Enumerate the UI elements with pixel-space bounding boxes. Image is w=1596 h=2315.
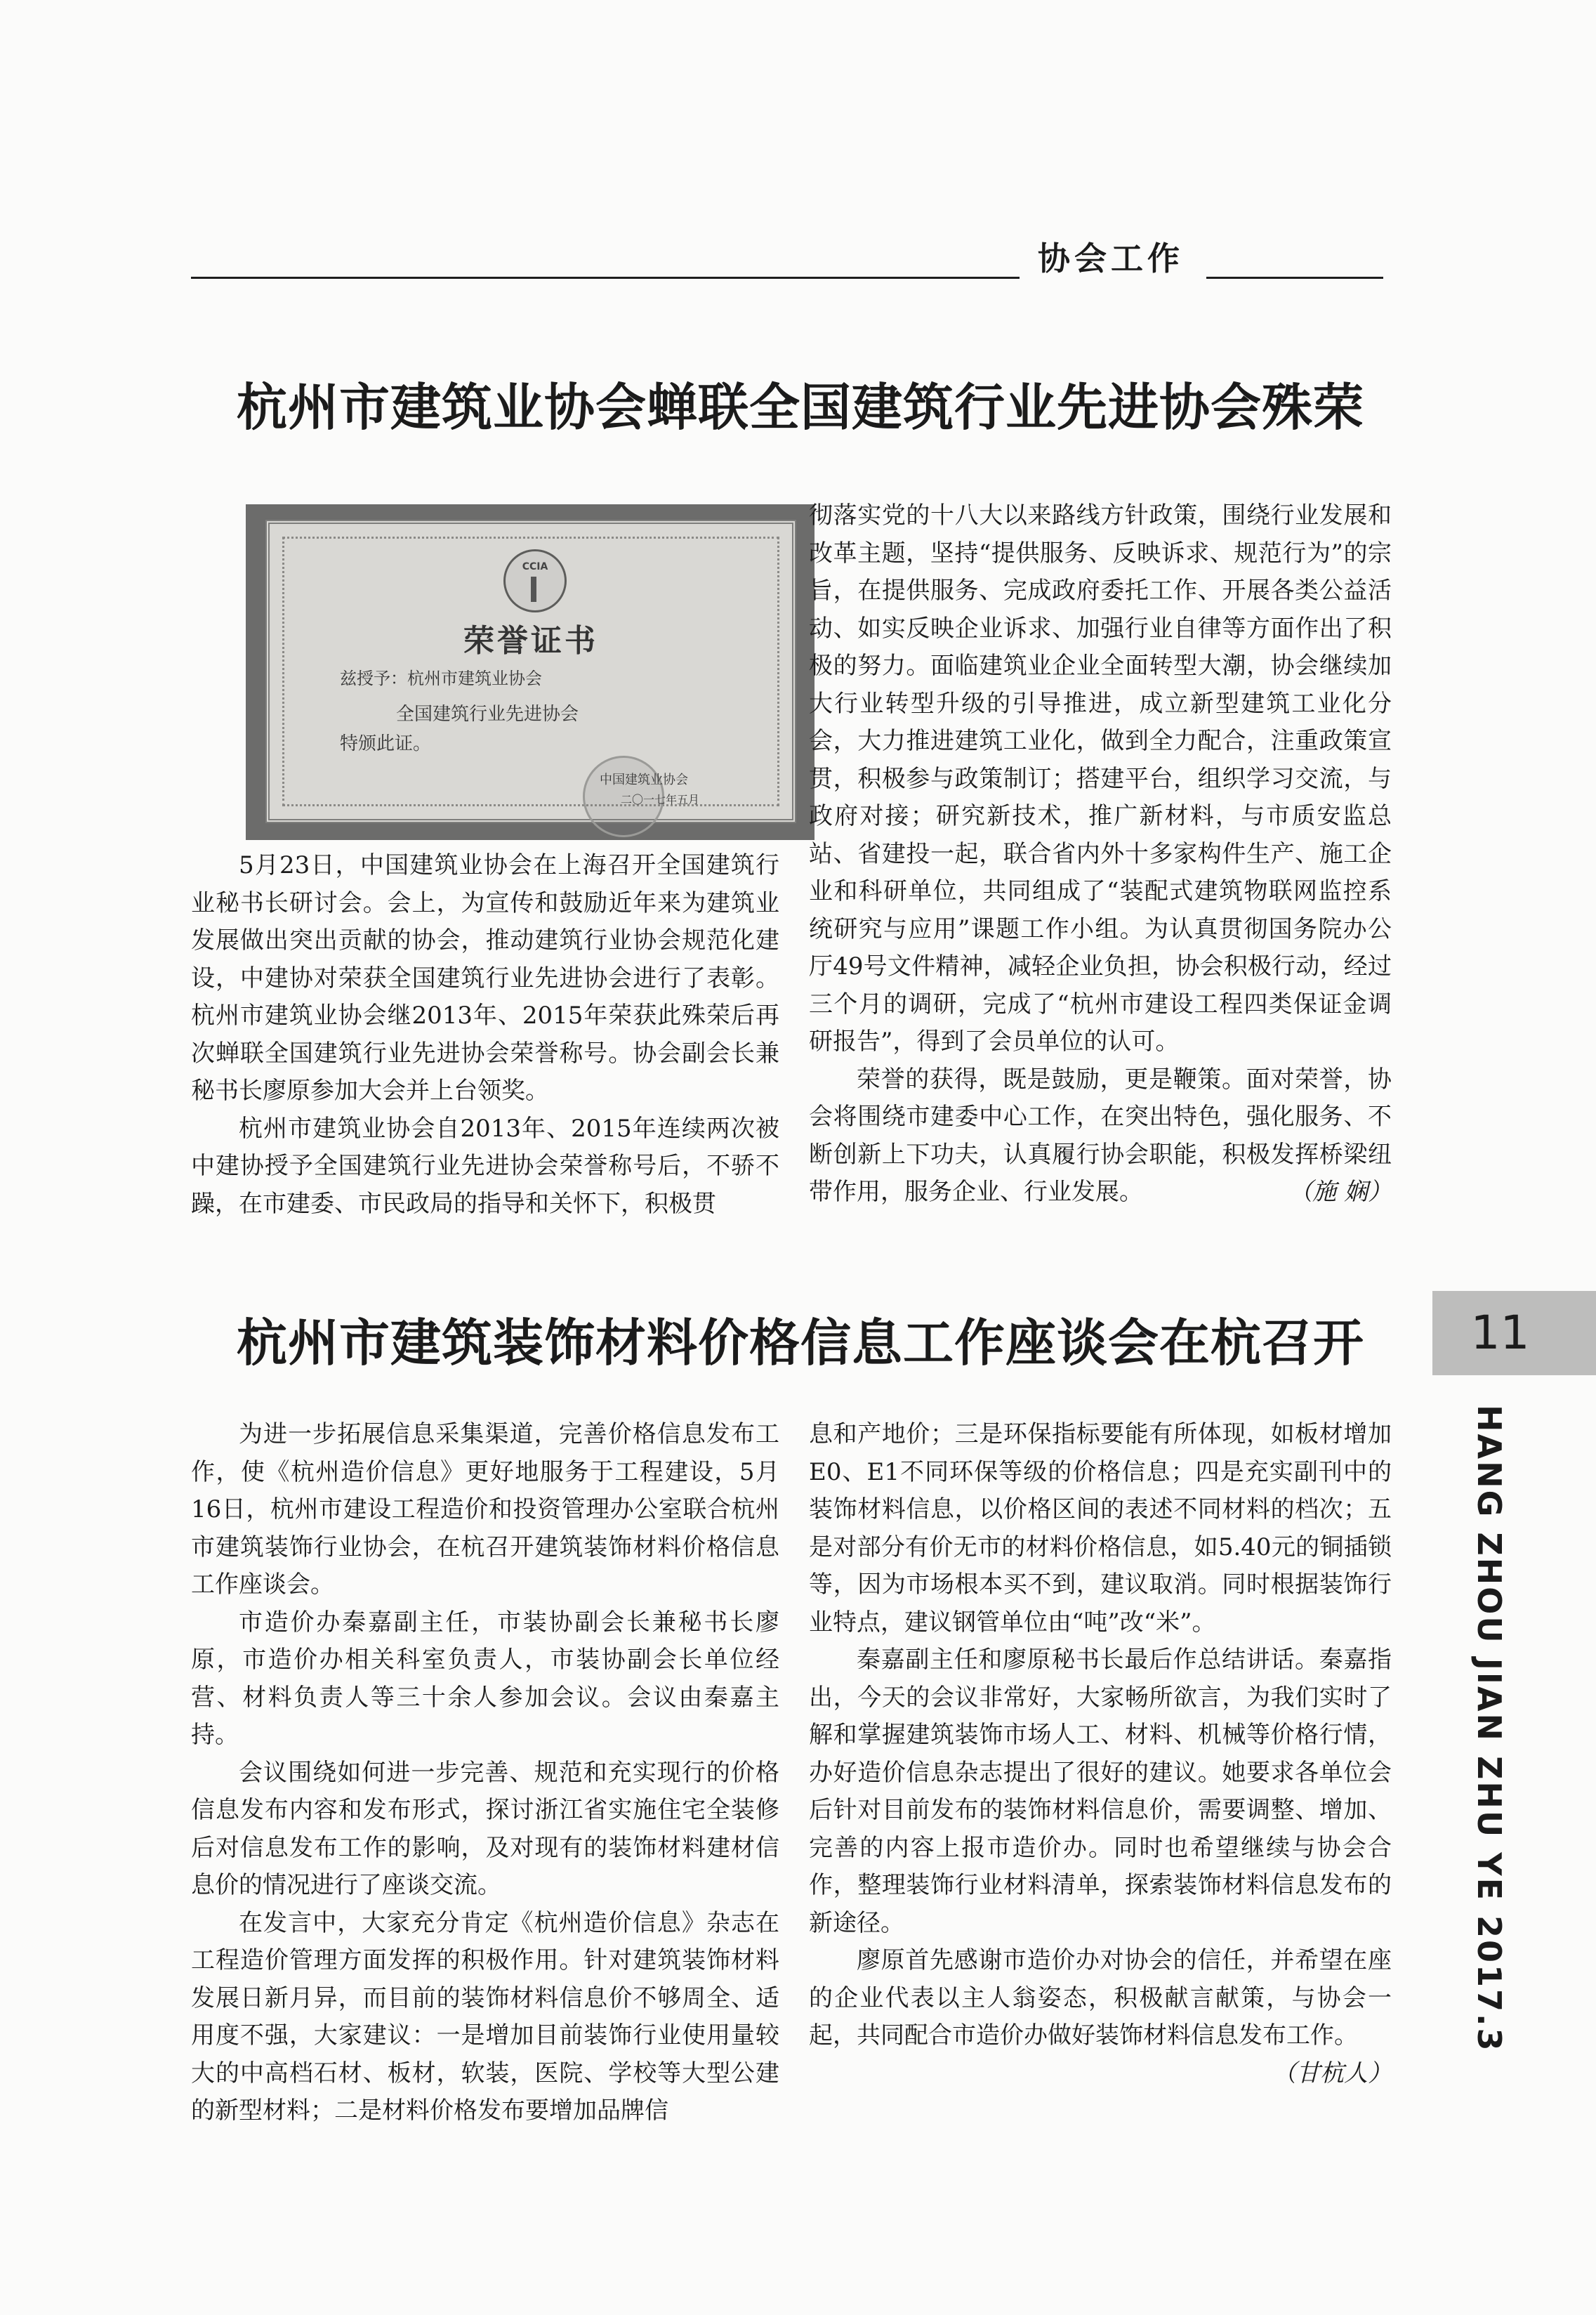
article1-right-column — [809, 497, 1392, 1212]
article2-paragraph — [809, 1942, 1392, 2087]
certificate-issuer: 中国建筑业协会 — [600, 773, 688, 787]
page-number: 11 — [1470, 1306, 1530, 1360]
certificate-frame — [265, 520, 796, 823]
certificate-line1: 兹授予：杭州市建筑业协会 — [340, 669, 542, 688]
certificate-line2: 全国建筑行业先进协会 — [396, 704, 579, 725]
article1-left-column — [191, 847, 779, 1223]
article2-left-column — [191, 1416, 779, 2130]
certificate-logo-text: CCIA — [522, 561, 548, 572]
article2-signature: （甘杭人） — [1272, 2059, 1392, 2087]
ccia-logo-icon — [503, 549, 567, 612]
article2-paragraph: 息和产地价；三是环保指标要能有所体现，如板材增加E0、E1不同环保等级的价格信息；四是充实副刊中的装饰材料信息，以价格区间的表述不同材料的档次；五是对部分有价无市的材料价格信息，如5.40元的铜插锁等，因为市场根本买不到，建议取消。同时根据装饰行业特点，建议钢管单位由“吨”改“米”。 — [809, 1420, 1392, 1637]
article2-paragraph: 会议围绕如何进一步完善、规范和充实现行的价格信息发布内容和发布形式，探讨浙江省实施住宅全装修后对信息发布工作的影响，及对现有的装饰材料建材信息价的情况进行了座谈交流。 — [191, 1758, 779, 1899]
certificate-title: 荣誉证书 — [463, 623, 598, 659]
journal-name-vertical: HANG ZHOU JIAN ZHU YE 2017.3 — [1470, 1405, 1508, 2053]
article1-signature: （施 娴） — [1288, 1178, 1392, 1206]
article1-paragraph — [809, 1061, 1392, 1212]
article2-paragraph: 秦嘉副主任和廖原秘书长最后作总结讲话。秦嘉指出，今天的会议非常好，大家畅所欲言，为我们实时了解和掌握建筑装饰市场人工、材料、机械等价格行情，办好造价信息杂志提出了很好的建议。她要求各单位会后针对目前发布的装饰材料信息价，需要调整、增加、完善的内容上报市造价办。同时也希望继续与协会合作，整理装饰行业材料清单，探索装饰材料信息发布的新途径。 — [809, 1646, 1392, 1937]
certificate-line3: 特颁此证。 — [340, 733, 432, 754]
certificate-photo — [246, 504, 815, 840]
article2-paragraph: 为进一步拓展信息采集渠道，完善价格信息发布工作，使《杭州造价信息》更好地服务于工程建设，5月16日，杭州市建设工程造价和投资管理办公室联合杭州市建筑装饰行业协会，在杭召开建筑装饰材料价格信息工作座谈会。 — [191, 1420, 779, 1599]
article2-closing-text: 廖原首先感谢市造价办对协会的信任，并希望在座的企业代表以主人翁姿态，积极献言献策，与协会一起，共同配合市造价办做好装饰材料信息发布工作。 — [809, 1946, 1392, 2050]
article1-paragraph: 彻落实党的十八大以来路线方针政策，围绕行业发展和改革主题，坚持“提供服务、反映诉求、规范行为”的宗旨，在提供服务、完成政府委托工作、开展各类公益活动、如实反映企业诉求、加强行业自律等方面作出了积极的努力。面临建筑业企业全面转型大潮，协会继续加大行业转型升级的引导推进，成立新型建筑工业化分会，大力推进建筑工业化，做到全力配合，注重政策宣贯，积极参与政策制订；搭建平台，组织学习交流，与政府对接；研究新技术，推广新材料，与市质安监总站、省建投一起，联合省内外十多家构件生产、施工企业和科研单位，共同组成了“装配式建筑物联网监控系统研究与应用”课题工作小组。为认真贯彻国务院办公厅49号文件精神，减轻企业负担，协会积极行动，经过三个月的调研，完成了“杭州市建设工程四类保证金调研报告”，得到了会员单位的认可。 — [809, 501, 1392, 1056]
article2-paragraph: 市造价办秦嘉副主任，市装协副会长兼秘书长廖原，市造价办相关科室负责人，市装协副会长单位经营、材料负责人等三十余人参加会议。会议由秦嘉主持。 — [191, 1608, 779, 1749]
article1-title: 杭州市建筑业协会蝉联全国建筑行业先进协会殊荣 — [236, 377, 1364, 437]
article1-paragraph: 5月23日，中国建筑业协会在上海召开全国建筑行业秘书长研讨会。会上，为宣传和鼓励近年来为建筑业发展做出突出贡献的协会，推动建筑行业协会规范化建设，中建协对荣获全国建筑行业先进协会进行了表彰。杭州市建筑业协会继2013年、2015年荣获此殊荣后再次蝉联全国建筑行业先进协会荣誉称号。协会副会长兼秘书长廖原参加大会并上台领奖。 — [191, 851, 779, 1105]
header-rule-right — [1206, 277, 1383, 279]
article2-right-column — [809, 1416, 1392, 2092]
article2-title: 杭州市建筑装饰材料价格信息工作座谈会在杭召开 — [236, 1313, 1364, 1372]
article1-closing-text: 荣誉的获得，既是鼓励，更是鞭策。面对荣誉，协会将围绕市建委中心工作，在突出特色，强化服务、不断创新上下功夫，认真履行协会职能，积极发挥桥梁纽带作用，服务企业、行业发展。 — [809, 1065, 1392, 1206]
article1-paragraph: 杭州市建筑业协会自2013年、2015年连续两次被中建协授予全国建筑行业先进协会荣誉称号后，不骄不躁，在市建委、市民政局的指导和关怀下，积极贯 — [191, 1114, 779, 1218]
article2-paragraph: 在发言中，大家充分肯定《杭州造价信息》杂志在工程造价管理方面发挥的积极作用。针对建筑装饰材料发展日新月异，而目前的装饰材料信息价不够周全、适用度不强，大家建议：一是增加目前装饰行业使用量较大的中高档石材、板材，软装，医院、学校等大型公建的新型材料；二是材料价格发布要增加品牌信 — [191, 1908, 779, 2125]
certificate-date: 二〇一七年五月 — [621, 793, 700, 806]
page-number-tab — [1432, 1291, 1596, 1375]
section-label: 协会工作 — [1038, 240, 1184, 277]
header-rule-left — [191, 277, 1020, 279]
